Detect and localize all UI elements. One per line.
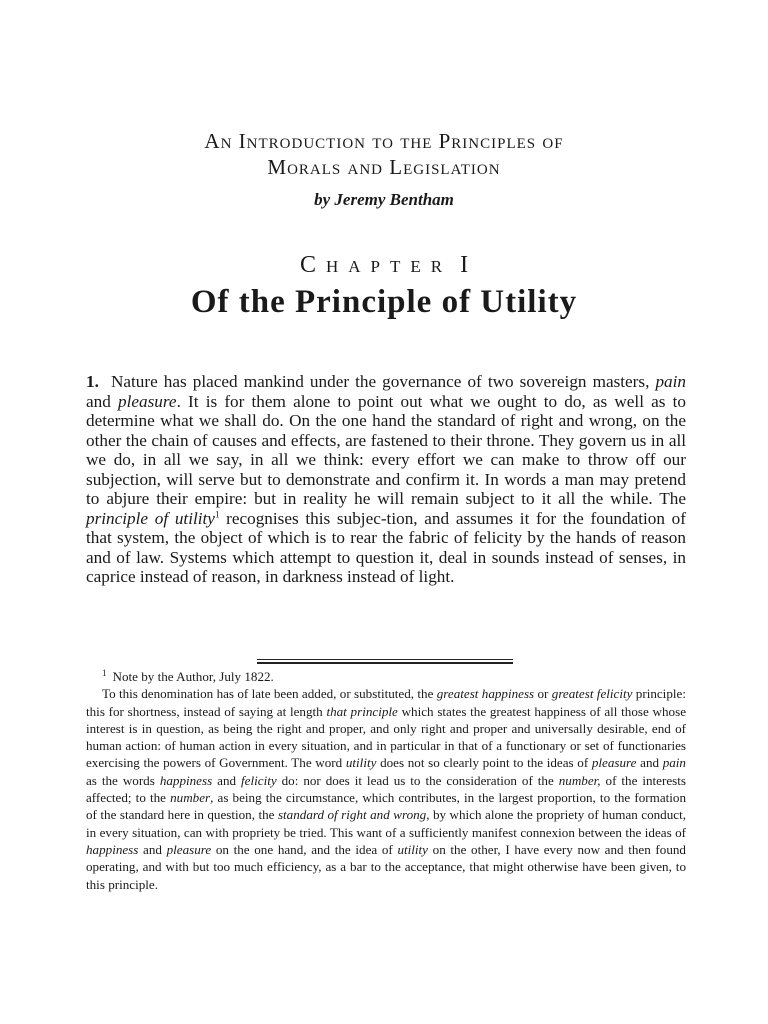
footnote-segment: which states the greatest happiness of all those whose interest is in question, as being the right and proper, and only right and proper and universally desirable, end of human action: of human action in every situation, and in particular in that of a functionary or set of functionaries exercising the powers of Government. The word	[86, 703, 687, 771]
emphasis-pleasure: pleasure	[118, 391, 177, 411]
footnote-segment: and	[217, 772, 237, 788]
book-title-line-2: Morals and Legislation	[267, 155, 501, 179]
footnote-segment: does not so clearly point to the ideas of	[380, 755, 589, 771]
footnote-emphasis: that principle	[326, 703, 398, 719]
footnote-emphasis: utility	[345, 755, 377, 771]
footnote-line: Note by the Author, July 1822.	[112, 669, 274, 684]
footnote-emphasis: pain	[662, 755, 686, 771]
footnote-emphasis: number,	[558, 772, 601, 788]
paragraph-text: . It is for them alone to point out what we ought to do, as well as to determine what we shall do. On the one hand the standard of right and wrong, on the other the chain of causes and effects, are fastened to their throne. They govern us in all we do, in all we say, in all we think: every effort we can make to throw off our subjection, will serve but to demonstrate and confirm it. In words a man may pretend to abjure their empire: but in reality he will remain subject to it all the while. The	[86, 391, 686, 508]
footnote-emphasis: happiness	[159, 772, 213, 788]
footnote-segment: , by which alone the propriety of human conduct, in every situation, can with propriety be tried. This want of a sufficiently manifest connexion between the ideas of	[86, 807, 686, 840]
footnote-segment: of the interests affected; to the	[86, 772, 686, 806]
chapter-number: I	[460, 252, 469, 278]
footnote-mark: 1	[102, 667, 107, 678]
footnote-segment: or	[537, 686, 549, 702]
chapter-word: Chapter	[299, 252, 453, 278]
chapter-heading	[0, 252, 768, 279]
paragraph-text: recognises this subjec-tion, and assumes it for the foundation of that system, the object of which is to rear the fabric of felicity by the hands of reason and of law. Systems which attempt to question it, deal in sounds instead of senses, in caprice instead of reason, in darkness instead of light.	[86, 508, 686, 586]
body-paragraph	[86, 372, 686, 587]
footnote-segment: do: nor does it lead us to the consideration of the	[281, 772, 554, 788]
paragraph-text: Nature has placed mankind under the governance of two sovereign masters,	[110, 372, 650, 391]
footnote-segment: and	[640, 755, 660, 771]
footnote-emphasis: standard of right and wrong	[277, 807, 427, 823]
footnote-reference[interactable]: 1	[214, 508, 220, 519]
paragraph-number: 1.	[86, 372, 99, 391]
footnote-segment: and	[143, 841, 162, 857]
book-title-line-1: An Introduction to the Principles of	[204, 129, 564, 153]
footnote-block	[86, 668, 686, 893]
emphasis-pain: pain	[655, 372, 687, 391]
footnote-text	[86, 685, 686, 893]
footnote-emphasis: felicity	[241, 772, 277, 788]
footnote-emphasis: pleasure	[591, 755, 637, 771]
footnote-emphasis: utility	[397, 841, 428, 857]
paragraph-text: and	[86, 391, 111, 411]
chapter-title: Of the Principle of Utility	[190, 284, 578, 320]
footnote-emphasis: greatest happiness	[436, 686, 535, 702]
footnote-segment: , as being the circumstance, which contributes, in the largest proportion, to the formation of the standard here in question, the	[86, 790, 686, 823]
footnote-separator-rule	[257, 659, 513, 664]
author-byline: by Jeremy Bentham	[314, 190, 454, 209]
footnote-segment: as the words	[86, 772, 155, 788]
footnote-segment: on the one hand, and the idea of	[215, 841, 393, 857]
footnote-emphasis: greatest felicity	[551, 686, 633, 702]
emphasis-principle-of-utility: principle of utility	[86, 508, 215, 528]
footnote-emphasis: number	[170, 790, 211, 806]
footnote-segment: principle: this for shortness, instead of saying at length	[86, 686, 686, 719]
footnote-segment: on the other, I have every now and then found operating, and with but too much efficiency, as a bar to the acceptance, that might otherwise have been given, to this principle.	[86, 841, 686, 892]
footnote-segment: To this denomination has of late been added, or substituted, the	[102, 686, 434, 702]
footnote-emphasis: pleasure	[166, 841, 212, 857]
footnote-emphasis: happiness	[86, 841, 139, 857]
